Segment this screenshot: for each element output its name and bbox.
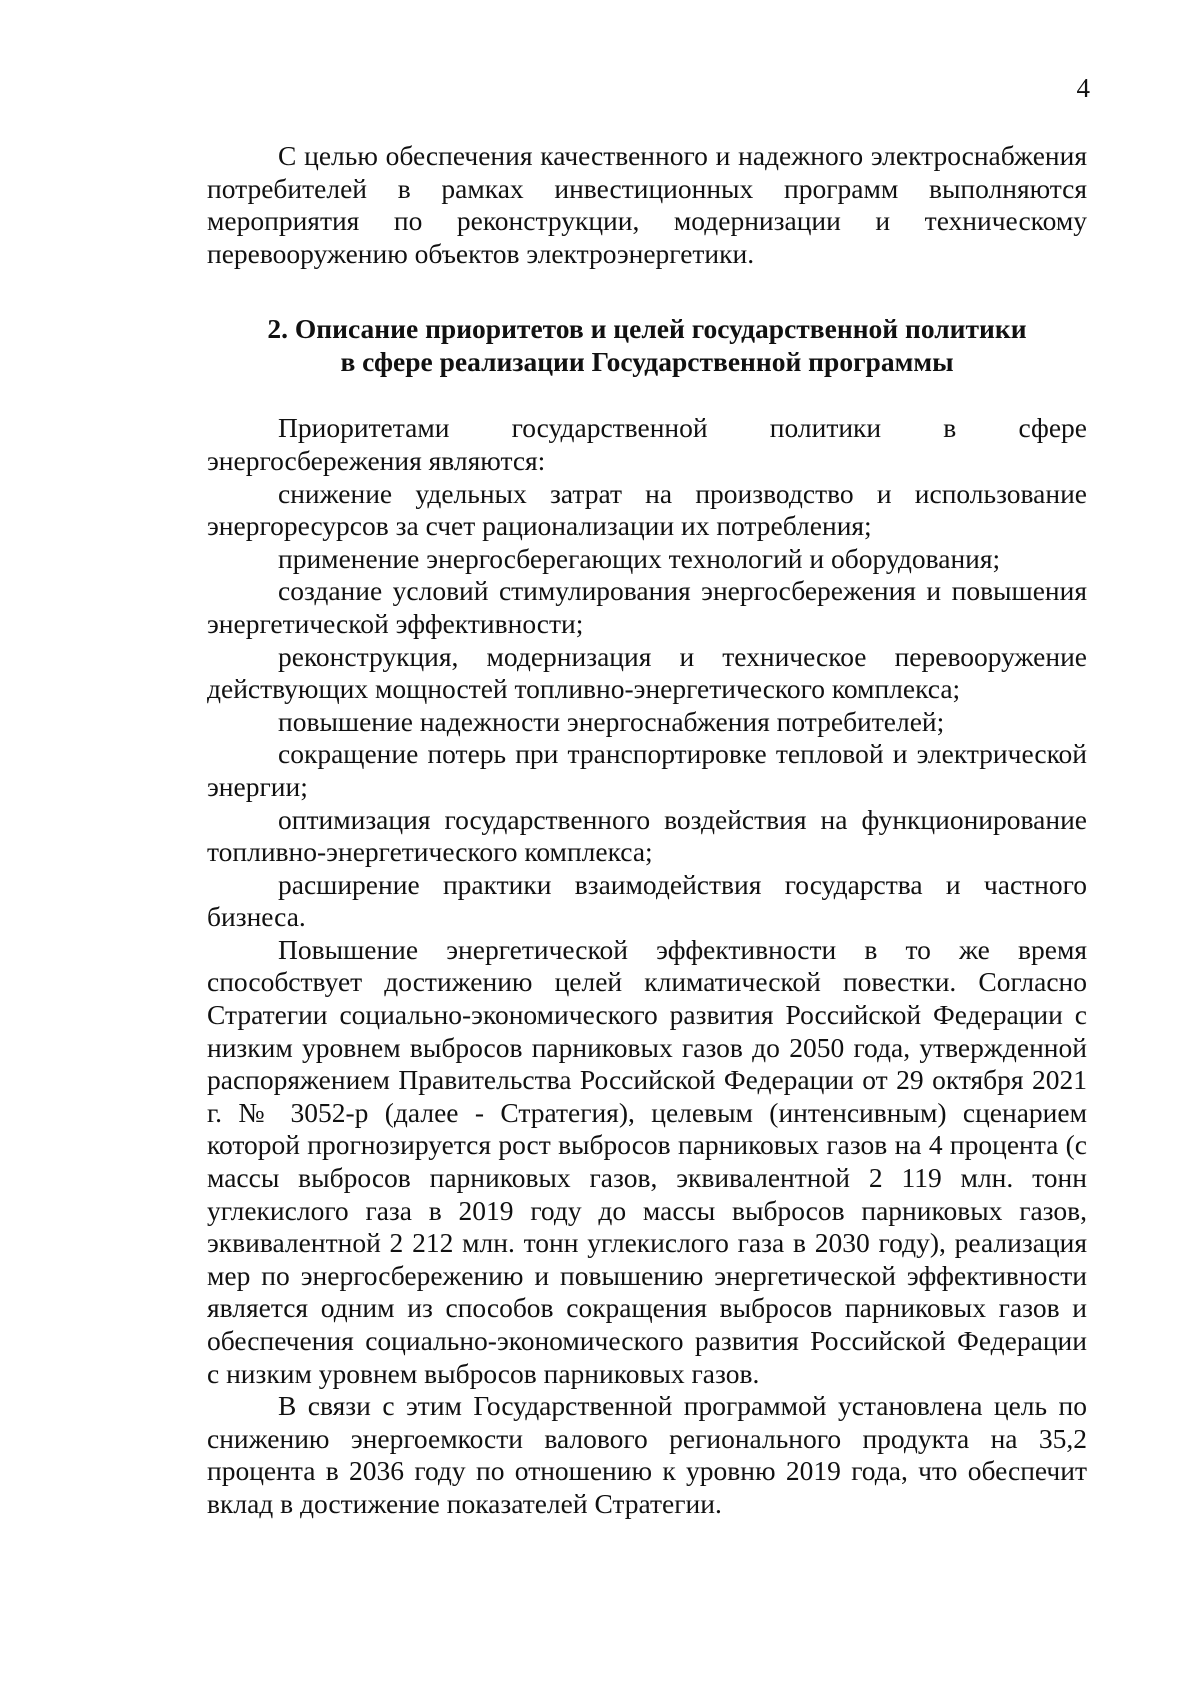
- priority-item: расширение практики взаимодействия государства и частного бизнеса.: [207, 868, 1087, 933]
- priority-item: сокращение потерь при транспортировке тепловой и электрической энергии;: [207, 738, 1087, 802]
- priority-item: реконструкция, модернизация и техническое перевооружение действующих мощностей топливно-энергетического комплекса;: [207, 640, 1087, 705]
- climate-paragraph: Повышение энергетической эффективности в то же время способствует достижению целей климатической повестки. Согласно Стратегии социально-экономического развития Российской Федерации с низким уровнем выбросов парниковых газов до 2050 года, утвержденной распоряжением Правительства Российской Федерации от 29 октября 2021 г. № 3052-р (далее - Стратегия), целевым (интенсивным) сценарием которой прогнозируется рост выбросов парниковых газов на 4 процента (с массы выбросов парниковых газов, эквивалентной 2 119 млн. тонн углекислого газа в 2019 году до массы выбросов парниковых газов, эквивалентной 2 212 млн. тонн углекислого газа в 2030 году), реализация мер по энергосбережению и повышению энергетической эффективности является одним из способов сокращения выбросов парниковых газов и обеспечения социально-экономического развития Российской Федерации с низким уровнем выбросов парниковых газов.: [207, 933, 1087, 1389]
- priority-item: применение энергосберегающих технологий и оборудования;: [278, 542, 1001, 574]
- goal-paragraph: В связи с этим Государственной программой установлена цель по снижению энергоемкости валового регионального продукта на 35,2 процента в 2036 году по отношению к уровню 2019 года, что обеспечит вклад в достижение показателей Стратегии.: [207, 1390, 1087, 1519]
- priority-item: оптимизация государственного воздействия на функционирование топливно-энергетического комплекса;: [207, 803, 1087, 868]
- priorities-intro: Приоритетами государственной политики в сфере энергосбережения являются:: [207, 412, 1087, 476]
- document-body: [207, 140, 1087, 1521]
- section-heading-line-1: 2. Описание приоритетов и целей государственной политики: [267, 313, 1027, 345]
- priority-item: создание условий стимулирования энергосбережения и повышения энергетической эффективности;: [207, 575, 1087, 639]
- priority-item: повышение надежности энергоснабжения потребителей;: [278, 705, 945, 737]
- section-heading-line-2: в сфере реализации Государственной программы: [340, 346, 954, 378]
- page-number: 4: [1076, 73, 1090, 103]
- section-heading: [207, 312, 1087, 378]
- priority-item: снижение удельных затрат на производство и использование энергоресурсов за счет рационализации их потребления;: [207, 477, 1087, 542]
- intro-paragraph: С целью обеспечения качественного и надежного электроснабжения потребителей в рамках инвестиционных программ выполняются мероприятия по реконструкции, модернизации и техническому перевооружению объектов электроэнергетики.: [207, 140, 1087, 269]
